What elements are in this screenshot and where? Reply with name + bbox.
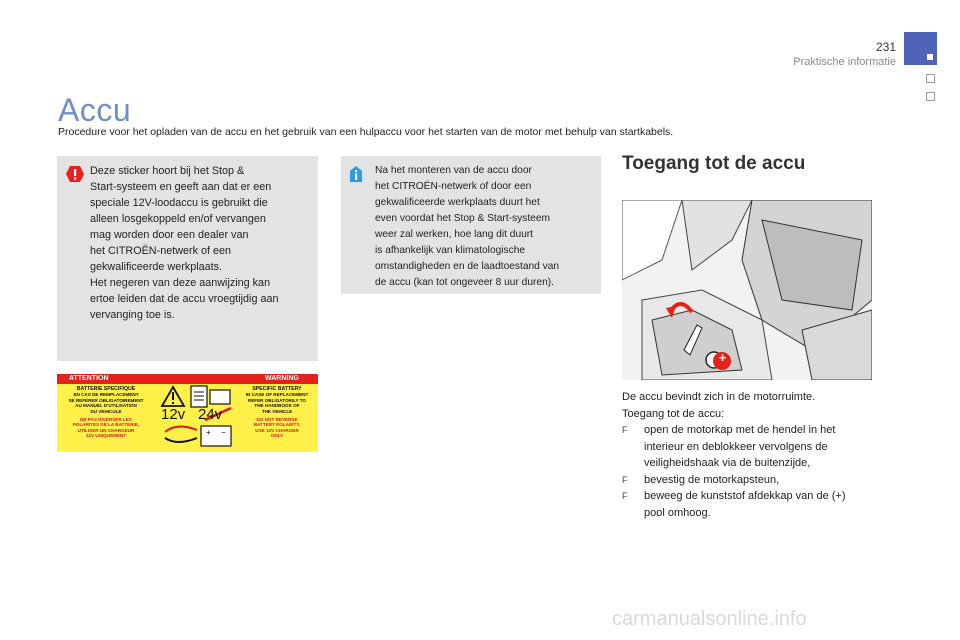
warning-box: [57, 156, 318, 361]
warning-line: Start-systeem en geeft aan dat er een: [90, 181, 272, 193]
sticker-text: DO NOT REVERSE: [256, 417, 298, 423]
bullet-text: interieur en deblokkeer vervolgens de: [644, 440, 828, 453]
sticker-text: 12V UNIQUEMENT: [85, 433, 127, 439]
warning-line: mag worden door een dealer van: [90, 229, 249, 241]
info-line: het CITROËN-netwerk of door een: [375, 181, 532, 192]
bullet-arrow-icon: F: [622, 491, 628, 501]
sticker-text: DU VEHICULE: [90, 408, 122, 414]
warning-line: Het negeren van deze aanwijzing kan: [90, 277, 271, 289]
bullet-text: pool omhoog.: [644, 506, 711, 519]
info-line: weer zal werken, hoe lang dit duurt: [375, 229, 533, 240]
info-icon: [350, 166, 362, 182]
paragraph: De accu bevindt zich in de motorruimte.: [622, 391, 816, 403]
info-line: gekwalificeerde werkplaats duurt het: [375, 197, 540, 208]
access-text: [622, 389, 882, 521]
bullet-item: [622, 488, 882, 521]
sticker-text: THE VEHICLE: [261, 408, 293, 414]
sticker-text: SE REFERER OBLIGATOIREMENT: [68, 397, 144, 403]
warning-line: ertoe leiden dat de accu vroegtijdig aan: [90, 293, 279, 305]
battery-sticker: [57, 374, 318, 452]
chapter-tab-marker: [926, 92, 935, 101]
svg-text:−: −: [221, 428, 226, 437]
bullet-item: [622, 472, 882, 489]
info-line: omstandigheden en de laadtoestand van: [375, 261, 560, 272]
warning-line: alleen losgekoppeld en/of vervangen: [90, 213, 266, 225]
bullet-text: open de motorkap met de hendel in het: [644, 424, 836, 436]
info-line: even voordat het Stop & Start-systeem: [375, 213, 550, 224]
sticker-voltage-bad: 24v: [198, 406, 223, 423]
info-line: is afhankelijk van klimatologische: [375, 245, 526, 256]
watermark: carmanualsonline.info: [612, 608, 807, 630]
warning-line: Deze sticker hoort bij het Stop &: [90, 165, 245, 177]
warning-line: speciale 12V-loodaccu is gebruikt die: [90, 197, 268, 209]
sticker-left-title: BATTERIE SPECIFIQUE: [76, 386, 136, 392]
page-title: Accu: [58, 92, 132, 128]
sticker-text: REFER OBLIGATORILY TO: [247, 397, 307, 403]
bullet-arrow-icon: F: [622, 474, 628, 485]
warning-line: het CITROËN-netwerk of een: [90, 245, 232, 257]
page-number: 231: [875, 40, 896, 54]
info-line: Na het monteren van de accu door: [375, 165, 532, 176]
warning-icon: [66, 166, 84, 182]
sticker-left-header: ATTENTION: [69, 375, 109, 382]
section-title: Praktische informatie: [793, 56, 896, 68]
sticker-text: IN CASE OF REPLACEMENT: [245, 392, 309, 398]
sticker-text: AU MANUEL D'UTILISATION: [75, 403, 137, 409]
sticker-voltage-ok: 12v: [161, 406, 186, 423]
info-box: [341, 156, 601, 294]
sticker-text: UTILISER UN CHARGEUR: [77, 427, 135, 433]
chapter-tab-active: [904, 32, 937, 65]
bullet-text: veiligheidshaak via de buitenzijde,: [644, 457, 811, 469]
warning-line: gekwalificeerde werkplaats.: [90, 261, 223, 273]
sticker-right-header: WARNING: [265, 375, 299, 382]
sticker-right-title: SPECIFIC BATTERY: [252, 386, 302, 392]
sticker-text: ONLY: [270, 433, 284, 439]
svg-text:+: +: [206, 428, 211, 437]
sticker-text: POLARITES DE LA BATTERIE,: [72, 422, 140, 428]
bullet-item: [622, 422, 882, 472]
bullet-text: beweeg de kunststof afdekkap van de (+): [644, 490, 846, 502]
sticker-text: USE 12V CHARGER: [255, 427, 299, 433]
warning-line: vervanging toe is.: [90, 309, 175, 321]
bullet-arrow-icon: F: [622, 425, 628, 435]
chapter-tab-marker: [926, 74, 935, 83]
sticker-text: EN CAS DE REMPLACEMENT: [73, 392, 139, 398]
sticker-text: BATTERY POLARITY,: [253, 422, 301, 428]
sticker-text: NE PAS INVERSER LES: [80, 417, 132, 423]
plus-terminal-label: +: [718, 350, 727, 365]
section-heading: Toegang tot de accu: [622, 153, 806, 174]
engine-bay-image: [622, 200, 872, 380]
paragraph: Toegang tot de accu:: [622, 407, 725, 420]
info-line: de accu (kan tot ongeveer 8 uur duren).: [375, 277, 554, 288]
intro-text: Procedure voor het opladen van de accu en het gebruik van een hulpaccu voor het starten van de motor met behulp van startkabels.: [58, 126, 674, 138]
bullet-text: bevestig de motorkapsteun,: [644, 473, 780, 486]
sticker-text: THE HANDBOOK OF: [254, 403, 300, 409]
